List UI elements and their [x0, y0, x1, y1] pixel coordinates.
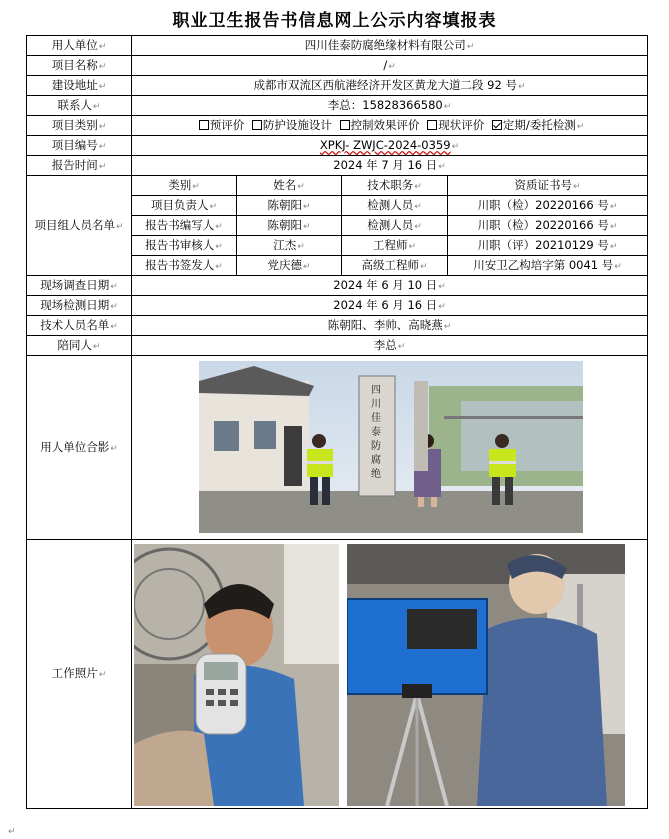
row-tech-staff: 技术人员名单↵ 陈朝阳、李帅、高晓燕↵ — [27, 316, 648, 336]
row-category: 项目类别↵ 预评价 防护设施设计 控制效果评价 现状评价 定期/委托检测↵ — [27, 116, 648, 136]
row-address: 建设地址↵ 成都市双流区西航港经济开发区黄龙大道二段 92 号↵ — [27, 76, 648, 96]
checkbox-protection-design[interactable] — [252, 120, 262, 130]
row-test-date: 现场检测日期↵ 2024 年 6 月 16 日↵ — [27, 296, 648, 316]
members-header-role: 类别 — [168, 177, 192, 192]
sign-char: 防 — [371, 441, 381, 452]
employer-label: 用人单位 — [51, 37, 98, 52]
address-label: 建设地址 — [51, 77, 98, 92]
members-label: 项目组人员名单 — [34, 217, 115, 232]
sign-char: 川 — [371, 399, 381, 410]
checkbox-periodic-testing[interactable] — [492, 120, 502, 130]
work-photo-2-image — [347, 544, 625, 806]
work-photo-1-image — [134, 544, 339, 806]
row-survey-date: 现场调查日期↵ 2024 年 6 月 10 日↵ — [27, 276, 648, 296]
survey-date-label: 现场调查日期 — [40, 277, 110, 292]
report-time-value: 2024 年 7 月 16 日 — [333, 157, 438, 172]
sign-char: 绝 — [371, 469, 381, 480]
checkbox-control-effect[interactable] — [340, 120, 350, 130]
sign-char: 泰 — [371, 427, 381, 438]
group-photo-image — [199, 361, 583, 533]
row-report-time: 报告时间↵ 2024 年 7 月 16 日↵ — [27, 156, 648, 176]
category-options: 预评价 防护设施设计 控制效果评价 现状评价 定期/委托检测↵ — [132, 116, 648, 136]
row-contact: 联系人↵ 李总：15828366580↵ — [27, 96, 648, 116]
work-photo-label: 工作照片 — [51, 666, 98, 680]
sign-char: 腐 — [371, 455, 381, 466]
project-name-value: / — [383, 57, 388, 72]
escort-label: 陪同人 — [57, 337, 92, 352]
test-date-label: 现场检测日期 — [40, 297, 110, 312]
table-row: 报告书签发人↵ 党庆德↵ 高级工程师↵ 川安卫乙构培字第 0041 号↵ — [27, 256, 648, 276]
contact-value: 李总：15828366580 — [327, 97, 443, 112]
sign-char: 四 — [371, 385, 381, 396]
row-project-name: 项目名称↵ /↵ — [27, 56, 648, 76]
members-header-row: 项目组人员名单↵ 类别↵ 姓名↵ 技术职务↵ 资质证书号↵ — [27, 176, 648, 196]
table-row: 报告书审核人↵ 江杰↵ 工程师↵ 川职（评）20210129 号↵ — [27, 236, 648, 256]
row-employer: 用人单位↵ 四川佳泰防腐绝缘材料有限公司↵ — [27, 36, 648, 56]
report-time-label: 报告时间 — [51, 157, 98, 172]
table-row: 报告书编写人↵ 陈朝阳↵ 检测人员↵ 川职（检）20220166 号↵ — [27, 216, 648, 236]
survey-date-value: 2024 年 6 月 10 日 — [333, 277, 438, 292]
members-header-title: 技术职务 — [367, 177, 414, 192]
work-photo-air-sampler — [347, 544, 625, 806]
members-header-cert: 资质证书号 — [514, 177, 572, 192]
escort-value: 李总 — [373, 337, 397, 352]
row-escort: 陪同人↵ 李总↵ — [27, 336, 648, 356]
row-work-photos: 工作照片↵ — [27, 540, 648, 809]
checkbox-status-evaluation[interactable] — [427, 120, 437, 130]
disclosure-form-table — [26, 35, 648, 809]
checkbox-pre-evaluation[interactable] — [199, 120, 209, 130]
row-code: 项目编号↵ XPKJ- ZWJC-2024-0359↵ — [27, 136, 648, 156]
members-header-name: 姓名 — [273, 177, 297, 192]
tech-staff-label: 技术人员名单 — [40, 317, 110, 332]
group-photo-label: 用人单位合影 — [40, 439, 110, 454]
paragraph-mark: ↵ — [8, 827, 16, 837]
employer-value: 四川佳泰防腐绝缘材料有限公司 — [304, 37, 466, 52]
address-value: 成都市双流区西航港经济开发区黄龙大道二段 92 号 — [253, 77, 517, 92]
form-title: 职业卫生报告书信息网上公示内容填报表 — [172, 11, 497, 31]
row-group-photo: 用人单位合影↵ 四 川 佳 泰 防 腐 绝 — [27, 356, 648, 540]
project-name-label: 项目名称 — [51, 57, 98, 72]
group-photo — [199, 361, 583, 533]
contact-label: 联系人 — [57, 97, 92, 112]
work-photo-sound-meter — [134, 544, 339, 806]
table-row: 项目负责人↵ 陈朝阳↵ 检测人员↵ 川职（检）20220166 号↵ — [27, 196, 648, 216]
category-label: 项目类别 — [51, 117, 98, 132]
tech-staff-value: 陈朝阳、李帅、高晓燕 — [327, 317, 443, 332]
sign-char: 佳 — [371, 413, 381, 424]
code-value: XPKJ- ZWJC-2024-0359 — [319, 137, 451, 152]
code-label: 项目编号 — [51, 137, 98, 152]
test-date-value: 2024 年 6 月 16 日 — [333, 297, 438, 312]
